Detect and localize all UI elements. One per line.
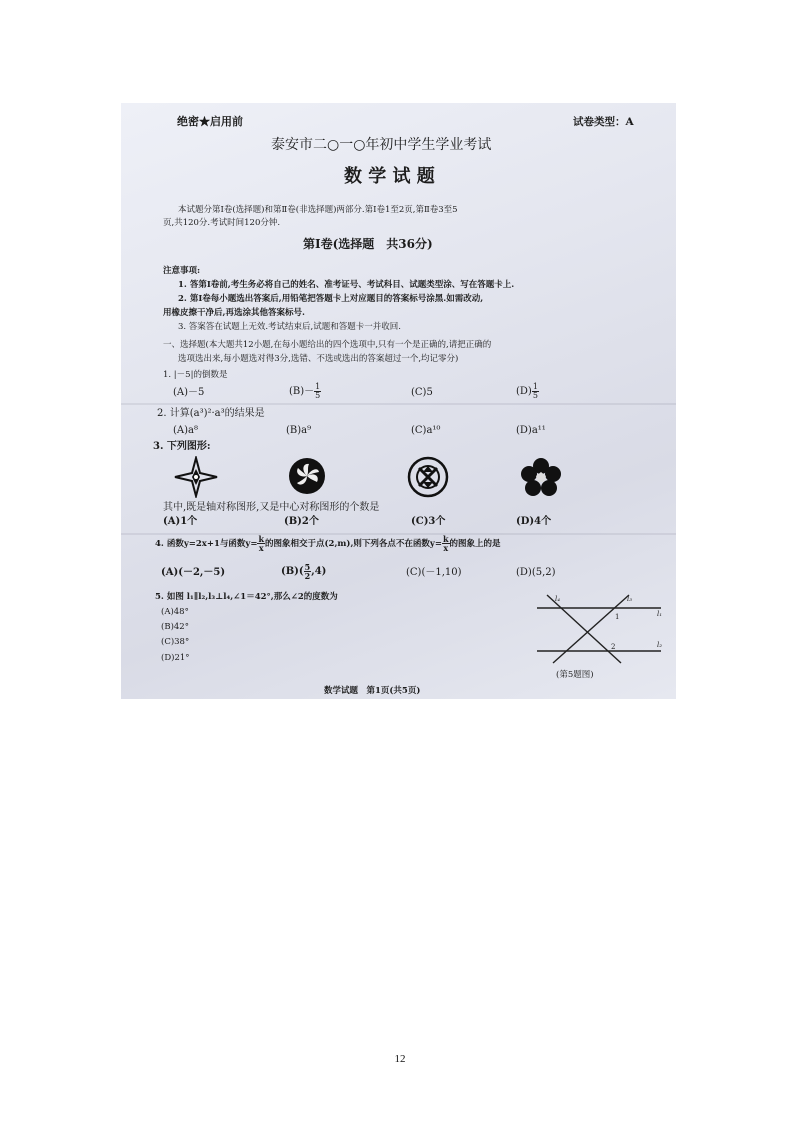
q4-option-a: (A)(－2,－5)	[161, 567, 226, 578]
note-1: 1. 答第Ⅰ卷前,考生务必将自己的姓名、准考证号、考试科目、试题类型涂、写在答题卡上.	[178, 280, 515, 290]
crossed-circle-figure	[407, 456, 449, 498]
q5-option-a: (A)48°	[161, 607, 189, 617]
q4-option-c: (C)(－1,10)	[406, 567, 462, 578]
angle-2-label: 2	[611, 643, 616, 651]
scanned-exam-page	[121, 103, 676, 699]
exam-title: 泰安市二○一○年初中学生学业考试	[271, 137, 492, 153]
subject-title: 数 学 试 题	[344, 166, 435, 187]
q2-stem: 2. 计算(a³)²·a³的结果是	[157, 408, 265, 419]
l2-label: l₂	[657, 641, 663, 649]
q3-option-b: (B)2个	[284, 516, 319, 527]
notes-heading: 注意事项:	[163, 266, 201, 276]
q1-option-d: (D) $\frac{1}{5}$	[516, 382, 538, 400]
q2-option-a: (A)a⁸	[173, 425, 198, 436]
q5-option-d: (D)21°	[161, 653, 190, 663]
paper-type: 试卷类型：A	[573, 116, 634, 128]
q5-line-figure	[529, 589, 669, 669]
bauhinia-figure	[287, 456, 327, 496]
q1-stem: 1. |－5|的倒数是	[163, 370, 228, 380]
q2-option-b: (B)a⁹	[286, 425, 312, 436]
q1-option-a: (A)－5	[173, 387, 205, 398]
compass-star-figure	[173, 456, 219, 498]
scan-footer: 数学试题 第1页(共5页)	[324, 686, 421, 696]
q3-question: 其中,既是轴对称图形,又是中心对称图形的个数是	[163, 502, 380, 513]
secret-label: 绝密★启用前	[177, 115, 243, 128]
q4-stem: 4. 函数y=2x+1与函数y= $\frac{k}{x}$ 的图象相交于点(2,m),则下列各点不在函数y= $\frac{k}{x}$ 的图象上的是	[155, 534, 501, 553]
q5-stem: 5. 如图 l₁∥l₂,l₃⊥l₄,∠1＝42°,那么∠2的度数为	[155, 592, 338, 602]
q3-option-a: (A)1个	[163, 516, 198, 527]
q4-option-d: (D)(5,2)	[516, 567, 556, 578]
q2-option-d: (D)a¹¹	[516, 425, 546, 436]
l1-label: l₁	[657, 610, 663, 618]
q3-option-d: (D)4个	[516, 516, 552, 527]
q2-option-c: (C)a¹⁰	[411, 425, 441, 436]
part-one-line-2: 选项选出来,每小题选对得3分,选错、不选或选出的答案超过一个,均记零分)	[178, 354, 459, 364]
q5-option-b: (B)42°	[161, 622, 189, 632]
q1-option-c: (C)5	[411, 387, 433, 398]
l4-label: l₄	[555, 595, 561, 603]
section-title: 第Ⅰ卷(选择题 共36分)	[303, 237, 433, 251]
q4-option-b: (B)( $\frac{5}{2}$ ,4)	[281, 562, 327, 581]
q3-stem: 3. 下列图形:	[153, 441, 211, 452]
intro-line-2: 页,共120分.考试时间120分钟.	[163, 218, 281, 228]
note-3: 3. 答案答在试题上无效.考试结束后,试题和答题卡一并收回.	[178, 322, 401, 332]
note-2: 2. 第Ⅰ卷每小题选出答案后,用铅笔把答题卡上对应题目的答案标号涂黑.如需改动,	[178, 294, 484, 304]
intro-line-1: 本试题分第Ⅰ卷(选择题)和第Ⅱ卷(非选择题)两部分.第Ⅰ卷1至2页,第Ⅱ卷3至5	[178, 205, 458, 215]
q3-option-c: (C)3个	[411, 516, 446, 527]
note-2-cont: 用橡皮擦干净后,再选涂其他答案标号.	[163, 308, 305, 318]
q5-figure-caption: (第5题图)	[556, 670, 594, 680]
page-number: 12	[394, 1053, 406, 1065]
angle-1-label: 1	[615, 613, 620, 621]
q5-option-c: (C)38°	[161, 637, 190, 647]
flower-figure	[521, 458, 561, 496]
q1-option-b: (B)－ $\frac{1}{5}$	[289, 382, 321, 400]
l3-label: l₃	[627, 595, 633, 603]
part-one-line-1: 一、选择题(本大题共12小题,在每小题给出的四个选项中,只有一个是正确的,请把正确的	[163, 340, 492, 350]
